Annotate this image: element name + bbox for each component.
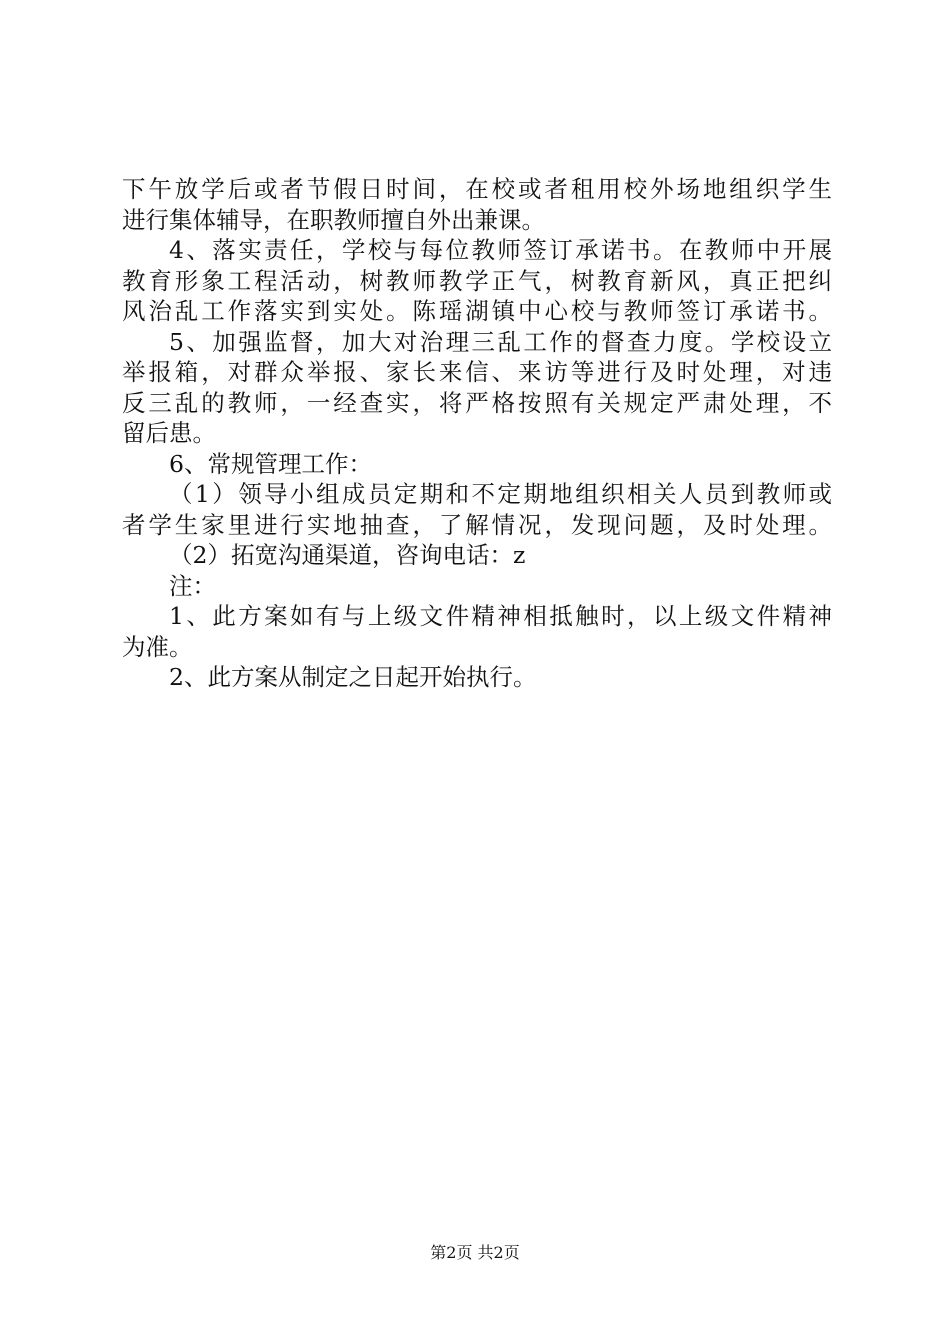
text-line: 留后患。	[122, 419, 216, 447]
text-line: （1）领导小组成员定期和不定期地组织相关人员到教师或	[169, 480, 832, 508]
text-line: 6、常规管理工作：	[169, 449, 372, 478]
text-line: 5、加强监督，加大对治理三乱工作的督查力度。学校设立	[169, 327, 832, 356]
text-line: 为准。	[122, 632, 193, 661]
text-line: 者学生家里进行实地抽查，了解情况，发现问题，及时处理。	[122, 510, 832, 539]
text-line: （2）拓宽沟通渠道，咨询电话：z	[169, 541, 526, 569]
text-line: 下午放学后或者节假日时间，在校或者租用校外场地组织学生	[122, 175, 832, 203]
text-line: 1、此方案如有与上级文件精神相抵触时，以上级文件精神	[169, 602, 832, 630]
text-line: 2、此方案从制定之日起开始执行。	[169, 663, 537, 691]
text-line: 教育形象工程活动，树教师教学正气，树教育新风，真正把纠	[122, 266, 832, 295]
text-line: 注：	[169, 571, 216, 600]
text-line: 进行集体辅导，在职教师擅自外出兼课。	[122, 205, 545, 234]
document-body	[122, 174, 832, 693]
text-line: 举报箱，对群众举报、家长来信、来访等进行及时处理，对违	[122, 358, 832, 386]
text-line: 反三乱的教师，一经查实，将严格按照有关规定严肃处理，不	[122, 388, 832, 417]
text-line: 风治乱工作落实到实处。陈瑶湖镇中心校与教师签订承诺书。	[122, 297, 832, 325]
text-line: 4、落实责任，学校与每位教师签订承诺书。在教师中开展	[169, 236, 832, 264]
page-footer: 第2页 共2页	[430, 1243, 520, 1262]
